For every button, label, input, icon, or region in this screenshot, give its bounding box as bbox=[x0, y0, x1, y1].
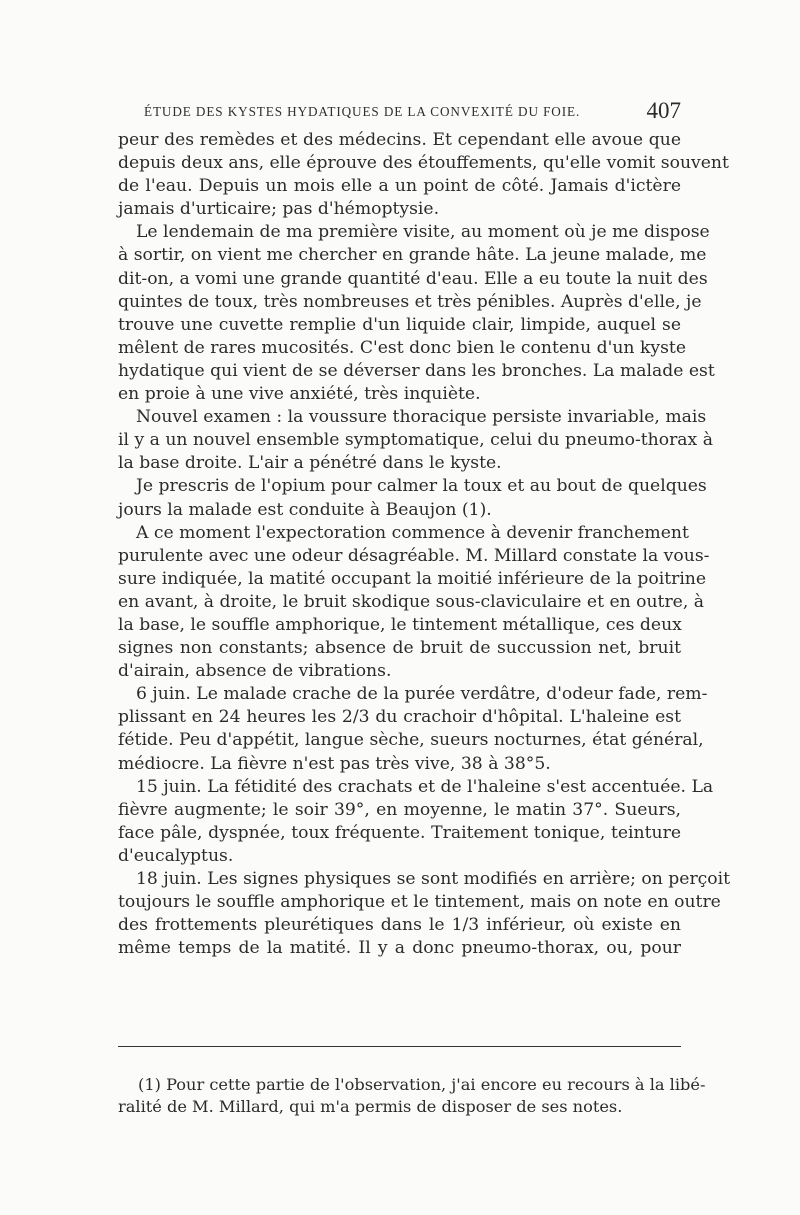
text-line: signes non constants; absence de bruit de succussion net, bruit bbox=[118, 638, 681, 659]
text-line: il y a un nouvel ensemble symptomatique, celui du pneumo-thorax à bbox=[118, 430, 713, 451]
footnote-rule bbox=[118, 1046, 681, 1047]
text-line: de l'eau. Depuis un mois elle a un point de côté. Jamais d'ictère bbox=[118, 176, 681, 197]
body-text bbox=[118, 129, 731, 960]
footnote bbox=[118, 1074, 706, 1118]
text-line: 6 juin. Le malade crache de la purée verdâtre, d'odeur fade, rem- bbox=[136, 684, 708, 705]
text-line: d'eucalyptus. bbox=[118, 845, 234, 866]
text-line: dit-on, a vomi une grande quantité d'eau. Elle a eu toute la nuit des bbox=[118, 268, 708, 289]
text-line: d'airain, absence de vibrations. bbox=[118, 661, 392, 682]
text-line: A ce moment l'expectoration commence à devenir franchement bbox=[136, 522, 689, 543]
text-line: jours la malade est conduite à Beaujon (1). bbox=[118, 499, 492, 520]
text-line: hydatique qui vient de se déverser dans les bronches. La malade est bbox=[118, 360, 715, 381]
running-header bbox=[118, 98, 681, 128]
text-line: des frottements pleurétiques dans le 1/3 inférieur, où existe en bbox=[118, 915, 681, 936]
text-line: face pâle, dyspnée, toux fréquente. Traitement tonique, teinture bbox=[118, 822, 681, 843]
text-line: jamais d'urticaire; pas d'hémoptysie. bbox=[118, 199, 440, 220]
text-line: toujours le souffle amphorique et le tintement, mais on note en outre bbox=[118, 892, 721, 913]
text-line: mêlent de rares mucosités. C'est donc bien le contenu d'un kyste bbox=[118, 337, 686, 358]
text-line: Nouvel examen : la voussure thoracique persiste invariable, mais bbox=[136, 407, 707, 428]
text-line: en avant, à droite, le bruit skodique sous-claviculaire et en outre, à bbox=[118, 591, 705, 612]
text-line: peur des remèdes et des médecins. Et cependant elle avoue que bbox=[118, 130, 681, 150]
text-line: plissant en 24 heures les 2/3 du crachoir d'hôpital. L'haleine est bbox=[118, 707, 681, 728]
text-line: même temps de la matité. Il y a donc pneumo-thorax, ou, pour bbox=[118, 938, 681, 959]
text-line: 15 juin. La fétidité des crachats et de l'haleine s'est accentuée. La bbox=[136, 776, 714, 797]
text-line: fièvre augmente; le soir 39°, en moyenne, le matin 37°. Sueurs, bbox=[118, 799, 681, 820]
text-line: depuis deux ans, elle éprouve des étouffements, qu'elle vomit souvent bbox=[118, 153, 729, 174]
footnote-line: (1) Pour cette partie de l'observation, j'ai encore eu recours à la libé- bbox=[138, 1075, 706, 1094]
text-line: à sortir, on vient me chercher en grande hâte. La jeune malade, me bbox=[118, 245, 707, 266]
text-line: trouve une cuvette remplie d'un liquide clair, limpide, auquel se bbox=[118, 314, 681, 335]
text-line: en proie à une vive anxiété, très inquiète. bbox=[118, 384, 481, 405]
text-line: quintes de toux, très nombreuses et très pénibles. Auprès d'elle, je bbox=[118, 291, 702, 312]
text-line: Je prescris de l'opium pour calmer la toux et au bout de quelques bbox=[136, 476, 707, 497]
text-line: sure indiquée, la matité occupant la moitié inférieure de la poitrine bbox=[118, 568, 707, 589]
footnote-line: ralité de M. Millard, qui m'a permis de disposer de ses notes. bbox=[118, 1097, 623, 1116]
text-line: médiocre. La fièvre n'est pas très vive, 38 à 38°5. bbox=[118, 753, 551, 774]
page-number: 407 bbox=[646, 98, 681, 123]
text-line: fétide. Peu d'appétit, langue sèche, sueurs nocturnes, état général, bbox=[118, 730, 704, 751]
text-line: la base, le souffle amphorique, le tintement métallique, ces deux bbox=[118, 614, 682, 635]
text-line: purulente avec une odeur désagréable. M. Millard constate la vous- bbox=[118, 545, 710, 566]
text-line: la base droite. L'air a pénétré dans le kyste. bbox=[118, 453, 502, 474]
text-line: 18 juin. Les signes physiques se sont modifiés en arrière; on perçoit bbox=[136, 869, 731, 889]
text-line: Le lendemain de ma première visite, au moment où je me dispose bbox=[136, 222, 710, 243]
running-title: ÉTUDE DES KYSTES HYDATIQUES DE LA CONVEXITÉ DU FOIE. bbox=[144, 104, 581, 119]
